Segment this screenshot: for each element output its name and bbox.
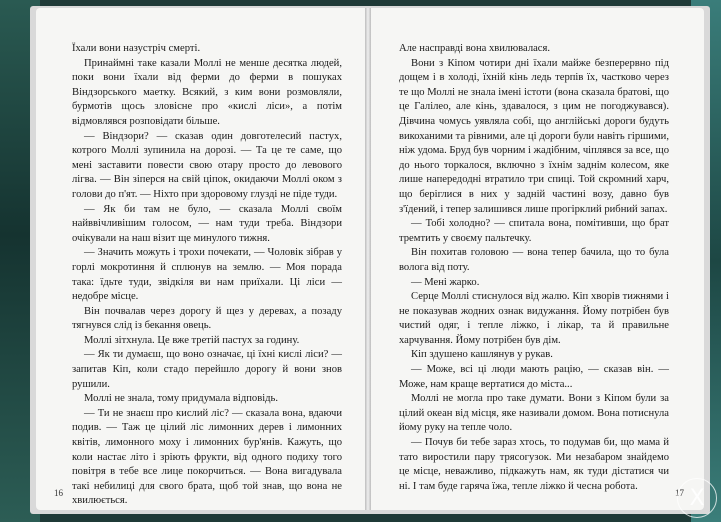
- left-page: [36, 8, 365, 510]
- paragraph: — Мені жарко.: [411, 276, 480, 288]
- paragraph: Він похитав головою — вона тепер бачила, що то була волога від поту.: [399, 247, 669, 273]
- left-page-text: [72, 42, 342, 509]
- right-page-text: [399, 42, 669, 494]
- paragraph: — Ти не знаєш про кислий ліс? — сказала вона, вдаючи подив. — Таж це цілий ліс лимонних дерев і лимонних квітів, лимонного моху і лимонних бур'янів. Кажуть, що коли настає літо і зріють фрукти, від одного подиху того повітря в тебе все лице покорчиться. — Вона вигадувала такі небилиці для свого брата, щоб той знав, що вона не хвилюється.: [72, 407, 342, 507]
- paragraph: — Почув би тебе зараз хтось, то подумав би, що мама й тато виростили пару трясогузок. Ми незабаром знайдемо це місце, неважливо, підкажуть нам, як туди дістатися чи ні. І там буде гаряча їжа, тепле ліжко й чесна робота.: [399, 437, 669, 492]
- paragraph: Моллі не знала, тому придумала відповідь.: [84, 393, 279, 405]
- paragraph: Моллі зітхнула. Це вже третій пастух за годину.: [84, 334, 300, 346]
- paragraph: Але насправді вона хвилювалася.: [399, 43, 551, 54]
- page-number-left: 16: [54, 488, 63, 498]
- watermark-glyph: X: [689, 485, 705, 511]
- watermark-logo: [677, 478, 717, 518]
- paragraph: Вони з Кіпом чотири дні їхали майже безперервно під дощем і в холоді, їхній кінь ледь терпів їх, частково через те що Моллі не знала імені істоти (вона сказала братові, що це Галілео, але кінь, здавалося, з цим не погоджувався). Дівчина чомусь уявляла собі, що англійські дороги будуть викоханими та рівними, але ці дороги були навіть гіршими, ніж удома. Бруд був чорним і жадібним, чіплявся за все, що до нього торкалося, включно з їхнім заднім колесом, яке лише напередодні втратило три спиці. Той скромний харч, що беріглися в них у задній частині возу, давно був з'їдений, і тепер залишився лише прогірклий рибний запах.: [399, 57, 669, 215]
- paragraph: — Може, всі ці люди мають рацію, — сказав він. — Може, нам краще вертатися до міста...: [399, 364, 669, 390]
- paragraph: Серце Моллі стиснулося від жалю. Кіп хворів тижнями і не показував жодних ознак видужання. Йому потрібен був чистий одяг, і тепле ліжко, і лікар, та й правильне харчування. Йому потрібен був дім.: [399, 291, 669, 346]
- paragraph: Їхали вони назустріч смерті.: [72, 43, 201, 54]
- paragraph: Він почвалав через дорогу й щез у деревах, а позаду тягнувся слід із бекання овець.: [72, 305, 342, 332]
- paragraph: Моллі не могла про таке думати. Вони з Кіпом були за цілий океан від місця, яке називали домом. Вона потиснула йому руку на тепле чоло.: [399, 393, 669, 434]
- paragraph: — Тобі холодно? — спитала вона, помітивши, що брат тремтить у своєму пальтечку.: [399, 218, 669, 244]
- paragraph: — Значить можуть і трохи почекати, — Чоловік зібрав у горлі мокротиння й сплюнув на землю. — Моя порада така: їдьте туди, звідкіля ви нам приїхали. Ці ліси — недобре місце.: [72, 247, 342, 303]
- paragraph: — Віндзори? — сказав один довготелесий пастух, котрого Моллі зупинила на дорозі. — Та це те саме, що мені заставити повести свою отару просто до левового лігва. — Він зіперся на свій ціпок, окидаючи Моллі оком з голови до п'ят. — Ніхто при здоровому глузді не піде туди.: [72, 130, 342, 200]
- page-number-right: 17: [675, 488, 684, 498]
- open-book: [30, 6, 710, 514]
- right-page: [371, 8, 704, 510]
- paragraph: Кіп здушено кашлянув у рукав.: [411, 349, 553, 361]
- paragraph: — Як би там не було, — сказала Моллі своїм найввічливішим голосом, — нам туди треба. Віндзори очікували на наш візит ще минулого тижня.: [72, 203, 342, 244]
- paragraph: — Як ти думаєш, що воно означає, ці їхні кислі ліси? — запитав Кіп, коли стадо перейшло дорогу й вони знов рушили.: [72, 349, 342, 390]
- paragraph: Принаймні таке казали Моллі не менше десятка людей, поки вони їхали від ферми до ферми в пошуках Віндзорського маетку. Всякий, з ким вони розмовляли, бурмотів щось зловісне про «кислі ліси», а потім відмовлявся розповідати більше.: [72, 57, 342, 127]
